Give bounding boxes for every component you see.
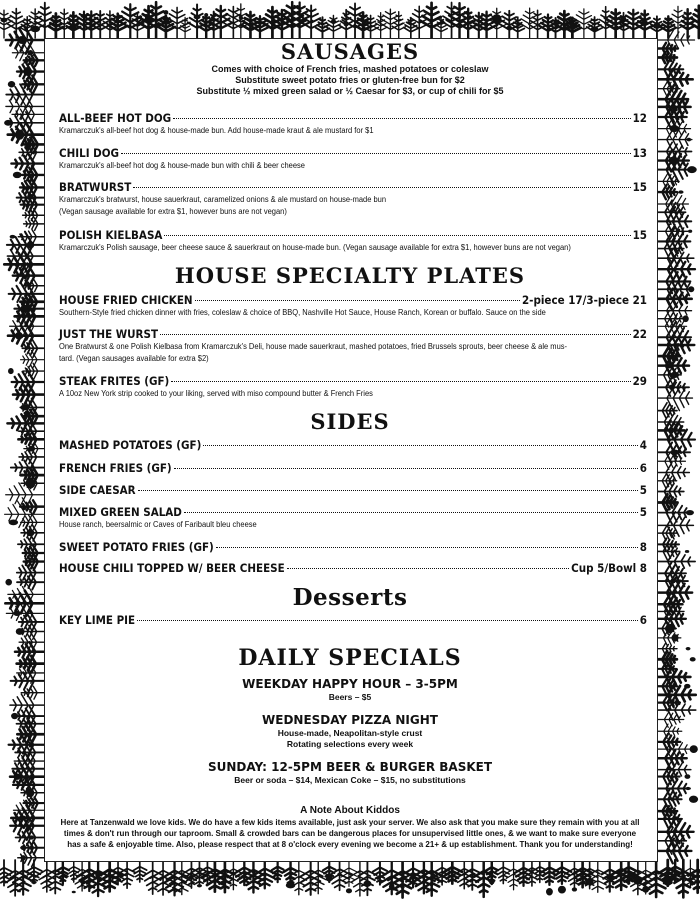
item-description: Kramarczuk's Polish sausage, beer cheese sauce & sauerkraut on house-made bun. (Vegan sausage available for extra $1, however buns are not vegan) bbox=[59, 243, 571, 252]
menu-item-house-chili bbox=[59, 561, 647, 575]
item-price: 22 bbox=[632, 327, 647, 341]
kiddos-title: A Note About Kiddos bbox=[300, 805, 400, 816]
leader-dots bbox=[184, 512, 638, 513]
kiddos-note bbox=[44, 804, 656, 850]
item-description-line-2: (Vegan sausage available for extra $1, however buns are not vegan) bbox=[59, 206, 287, 216]
leader-dots bbox=[287, 568, 569, 569]
kiddos-body: Here at Tanzenwald we love kids. We do have a few kids items available, just ask your server. We also ask that you make sure they remain with you at all times & don't run through our taproom. Small & crowded bars can be dangerous places for unsupervised little ones, & we want to make sure everyone has a safe & enjoyable time. Also, please respect that at 8 o'clock every evening we become a 21+ & up establishment. Thank you for understanding! bbox=[60, 818, 640, 849]
leader-dots bbox=[160, 334, 631, 335]
item-name: HOUSE CHILI TOPPED W/ BEER CHEESE bbox=[59, 561, 285, 575]
item-price: 4 bbox=[639, 438, 647, 452]
menu-item-key-lime-pie bbox=[59, 613, 647, 627]
menu-item-polish-kielbasa bbox=[59, 228, 647, 254]
item-name: MASHED POTATOES (GF) bbox=[59, 438, 202, 452]
special-line: Rotating selections every week bbox=[286, 739, 414, 749]
item-price: 2-piece 17/3-piece 21 bbox=[521, 293, 647, 307]
specials-heading: DAILY SPECIALS bbox=[238, 645, 462, 671]
menu-item-mashed-potatoes bbox=[59, 438, 647, 452]
item-name: STEAK FRITES (GF) bbox=[59, 374, 170, 388]
item-price: 13 bbox=[632, 146, 647, 160]
plates-section bbox=[44, 264, 656, 288]
special-happy-hour bbox=[44, 677, 656, 703]
leader-dots bbox=[137, 620, 638, 621]
item-price: Cup 5/Bowl 8 bbox=[571, 561, 647, 575]
leader-dots bbox=[216, 547, 638, 548]
leader-dots bbox=[203, 445, 637, 446]
item-name: HOUSE FRIED CHICKEN bbox=[59, 293, 193, 307]
desserts-heading: Desserts bbox=[292, 584, 408, 611]
sausages-note-1: Comes with choice of French fries, mashed potatoes or coleslaw bbox=[211, 64, 489, 74]
item-price: 5 bbox=[639, 483, 647, 497]
leader-dots bbox=[138, 490, 638, 491]
item-price: 15 bbox=[632, 228, 647, 242]
menu-item-bratwurst bbox=[59, 180, 647, 217]
item-price: 6 bbox=[639, 613, 647, 627]
leader-dots bbox=[195, 300, 520, 301]
leader-dots bbox=[133, 187, 630, 188]
leader-dots bbox=[171, 381, 630, 382]
special-title: WEDNESDAY PIZZA NIGHT bbox=[262, 713, 438, 727]
sausages-section bbox=[44, 40, 656, 97]
leader-dots bbox=[164, 235, 630, 236]
special-line: Beers – $5 bbox=[328, 692, 372, 702]
item-description: Kramarczuk's bratwurst, house sauerkraut, caramelized onions & ale mustard on house-made bun bbox=[59, 195, 387, 204]
leader-dots bbox=[121, 153, 631, 154]
sausages-heading: SAUSAGES bbox=[280, 39, 420, 64]
item-name: SWEET POTATO FRIES (GF) bbox=[59, 540, 214, 554]
item-name: ALL-BEEF HOT DOG bbox=[59, 111, 172, 125]
leader-dots bbox=[174, 468, 638, 469]
menu-item-chili-dog bbox=[59, 146, 647, 172]
menu-item-steak-frites bbox=[59, 374, 647, 400]
item-name: JUST THE WURST bbox=[59, 327, 159, 341]
menu-item-all-beef-hot-dog bbox=[59, 111, 647, 137]
specials-section bbox=[44, 646, 656, 670]
item-price: 15 bbox=[632, 180, 647, 194]
item-description: Kramarczuk's all-beef hot dog & house-made bun with chili & beer cheese bbox=[59, 161, 305, 170]
item-name: FRENCH FRIES (GF) bbox=[59, 461, 172, 475]
sides-heading: SIDES bbox=[310, 409, 390, 434]
menu-item-french-fries bbox=[59, 461, 647, 475]
item-price: 6 bbox=[639, 461, 647, 475]
special-title: WEEKDAY HAPPY HOUR – 3-5PM bbox=[242, 677, 458, 691]
item-price: 29 bbox=[632, 374, 647, 388]
sausages-note-3: Substitute ½ mixed green salad or ½ Caesar for $3, or cup of chili for $5 bbox=[196, 86, 504, 96]
item-price: 8 bbox=[639, 540, 647, 554]
special-pizza-night bbox=[44, 713, 656, 750]
special-line: House-made, Neapolitan-style crust bbox=[277, 728, 423, 738]
menu-item-house-fried-chicken bbox=[59, 293, 647, 319]
special-title: SUNDAY: 12-5PM BEER & BURGER BASKET bbox=[207, 760, 493, 774]
item-name: SIDE CAESAR bbox=[59, 483, 136, 497]
item-name: BRATWURST bbox=[59, 180, 132, 194]
item-name: POLISH KIELBASA bbox=[59, 228, 163, 242]
item-name: CHILI DOG bbox=[59, 146, 120, 160]
special-line: Beer or soda – $14, Mexican Coke – $15, no substitutions bbox=[234, 775, 466, 785]
item-price: 12 bbox=[632, 111, 647, 125]
item-description: One Bratwurst & one Polish Kielbasa from Kramarczuk's Deli, house made sauerkraut, mashed potatoes, fried Brussels sprouts, beer cheese & ale mus- bbox=[59, 342, 568, 351]
sausages-note-2: Substitute sweet potato fries or gluten-free bun for $2 bbox=[235, 75, 465, 85]
menu-item-mixed-green-salad bbox=[59, 505, 647, 531]
plates-heading: HOUSE SPECIALTY PLATES bbox=[174, 263, 526, 288]
leader-dots bbox=[173, 118, 630, 119]
item-price: 5 bbox=[639, 505, 647, 519]
item-description-line-2: tard. (Vegan sausages available for extra $2) bbox=[59, 353, 209, 363]
item-name: KEY LIME PIE bbox=[59, 613, 136, 627]
menu-item-sweet-potato-fries bbox=[59, 540, 647, 554]
desserts-section bbox=[44, 586, 656, 610]
menu-item-just-the-wurst bbox=[59, 327, 647, 364]
item-description: Kramarczuk's all-beef hot dog & house-made bun. Add house-made kraut & ale mustard for $1 bbox=[59, 126, 374, 135]
item-description: A 10oz New York strip cooked to your liking, served with miso compound butter & French Fries bbox=[59, 389, 373, 398]
item-description: House ranch, beersalmic or Caves of Faribault bleu cheese bbox=[59, 520, 257, 529]
item-name: MIXED GREEN SALAD bbox=[59, 505, 182, 519]
sides-section bbox=[44, 410, 656, 434]
item-description: Southern-Style fried chicken dinner with fries, coleslaw & choice of BBQ, Nashville Hot Sauce, House Ranch, Korean or buffalo. Sauce on the side bbox=[59, 308, 546, 317]
special-beer-burger bbox=[44, 760, 656, 786]
menu-item-side-caesar bbox=[59, 483, 647, 497]
